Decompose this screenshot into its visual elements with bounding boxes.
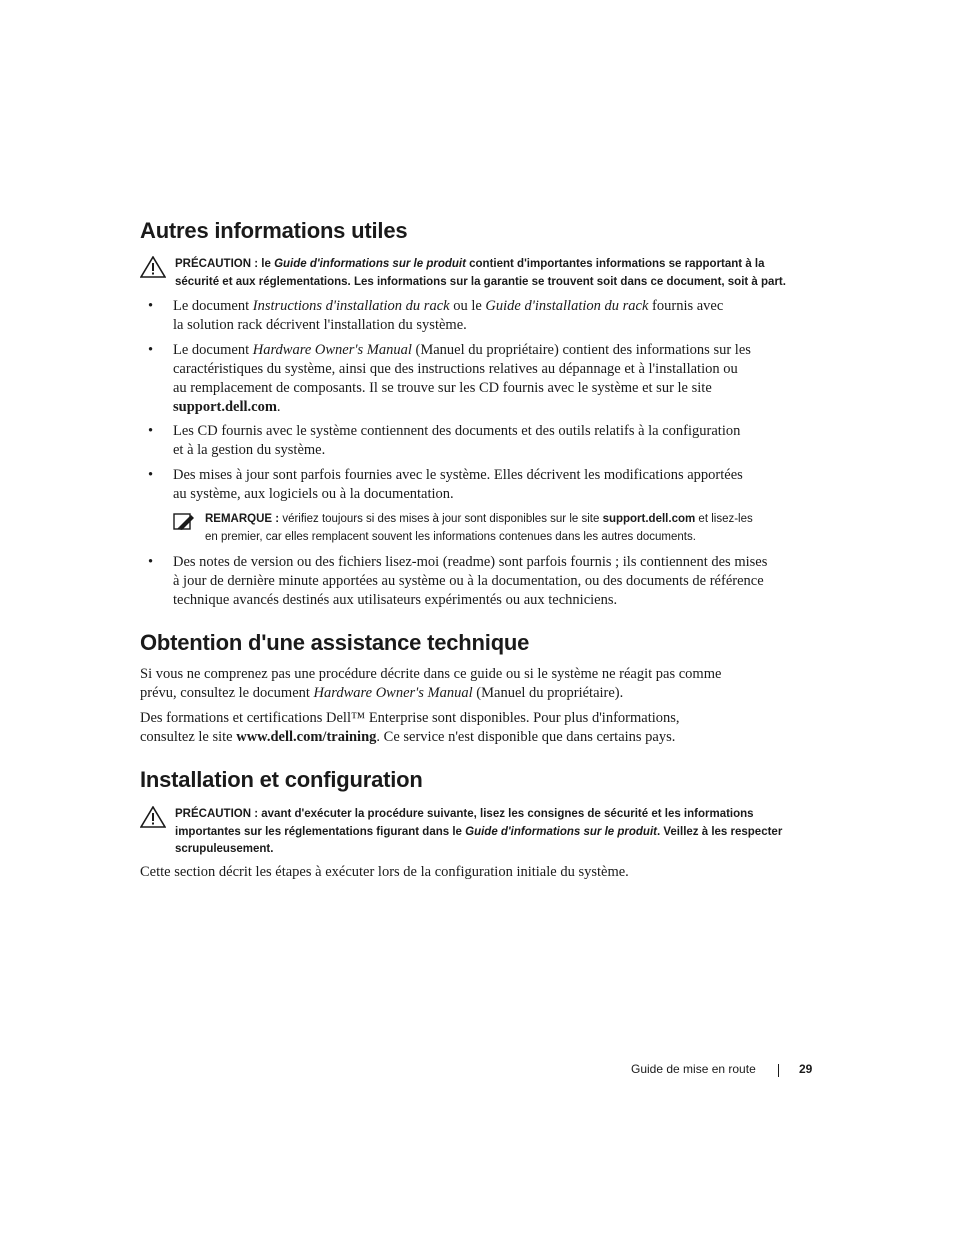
training-link[interactable]: www.dell.com/training	[236, 729, 377, 745]
para-text: consultez le site	[140, 729, 237, 745]
footer-separator	[778, 1064, 779, 1077]
bullet-dot: •	[148, 554, 154, 570]
section-title-installation: Installation et configuration	[140, 767, 423, 792]
caution-line1-rest: contient d'importantes informations se rapportant à la	[469, 258, 765, 270]
bullet-text: (Manuel du propriétaire) contient des informations sur les	[411, 342, 751, 358]
para-line: Si vous ne comprenez pas une procédure décrite dans ce guide ou si le système ne réagit pas comme	[140, 666, 722, 682]
bullet-text: ou le	[449, 298, 486, 314]
para-text: prévu, consultez le document	[140, 685, 314, 701]
caution-doc-title: Guide d'informations sur le produit	[465, 825, 657, 838]
assistance-paragraph-1	[140, 665, 815, 703]
bullet-text-line2: la solution rack décrivent l'installation du système.	[173, 317, 467, 333]
page-number: 29	[799, 1062, 813, 1076]
bullet-dot: •	[148, 423, 154, 439]
note-label: REMARQUE :	[205, 513, 280, 525]
page-footer	[631, 1062, 816, 1082]
bullet-text: Le document	[173, 298, 253, 314]
bullet-text-line2: et à la gestion du système.	[173, 442, 326, 458]
bullet-text-line2: au système, aux logiciels ou à la documentation.	[173, 486, 454, 502]
caution-line3: scrupuleusement.	[175, 843, 274, 855]
section-title-autres-informations: Autres informations utiles	[140, 218, 408, 243]
caution-line2-pre: importantes sur les réglementations figurant dans le	[175, 825, 466, 838]
para-line: Des formations et certifications Dell™ Enterprise sont disponibles. Pour plus d'informations,	[140, 710, 680, 726]
doc-title: Instructions d'installation du rack	[252, 298, 450, 314]
bullet-dot: •	[148, 467, 154, 483]
para-text: . Ce service n'est disponible que dans certains pays.	[376, 729, 676, 745]
bullet-text: Le document	[173, 342, 253, 358]
bullet-text: Des notes de version ou des fichiers lisez-moi (readme) sont parfois fournis ; ils contiennent des mises	[173, 554, 768, 570]
warning-triangle-icon	[140, 806, 166, 835]
bullet-dot: •	[148, 298, 154, 314]
caution-block-1	[140, 256, 815, 296]
bullet-text-line3: technique avancés destinés aux utilisateurs expérimentés ou aux techniciens.	[173, 592, 618, 608]
bullet-text: Des mises à jour sont parfois fournies avec le système. Elles décrivent les modifications apportées	[173, 467, 743, 483]
doc-title: Hardware Owner's Manual	[313, 685, 473, 701]
bullet-text-line2: caractéristiques du système, ainsi que des instructions relatives au dépannage et à l'installation ou	[173, 361, 738, 377]
caution-line2-post: . Veillez à les respecter	[656, 825, 783, 838]
warning-triangle-icon	[140, 256, 166, 285]
bullet-dot: •	[148, 342, 154, 358]
caution-label: PRÉCAUTION :	[175, 808, 259, 820]
para-text: (Manuel du propriétaire).	[472, 685, 624, 701]
bullet-text: .	[276, 399, 281, 415]
note-pre: vérifiez toujours si des mises à jour sont disponibles sur le site	[282, 513, 600, 525]
doc-title: Guide d'installation du rack	[485, 298, 649, 314]
bullet-text-line3: au remplacement de composants. Il se trouve sur les CD fournis avec le système et sur le site	[173, 380, 712, 396]
section-title-assistance-technique: Obtention d'une assistance technique	[140, 630, 530, 655]
bullet-text: Les CD fournis avec le système contiennent des documents et des outils relatifs à la configuration	[173, 423, 741, 439]
caution-doc-title: Guide d'informations sur le produit	[274, 258, 466, 270]
note-support-link[interactable]: support.dell.com	[602, 513, 696, 525]
note-block	[173, 511, 818, 549]
note-post: et lisez-les	[698, 513, 753, 525]
installation-paragraph: Cette section décrit les étapes à exécuter lors de la configuration initiale du système.	[140, 864, 629, 880]
footer-guide-label: Guide de mise en route	[631, 1062, 756, 1076]
caution-pre: le	[261, 258, 271, 270]
caution-line1: avant d'exécuter la procédure suivante, lisez les consignes de sécurité et les informations	[261, 808, 754, 820]
doc-title: Hardware Owner's Manual	[252, 342, 412, 358]
caution-line2: sécurité et aux réglementations. Les informations sur la garantie se trouvent soit dans ce document, soit à part.	[175, 275, 786, 288]
bullet-text: fournis avec	[648, 298, 724, 314]
note-pencil-icon	[173, 513, 195, 538]
bullet-text-line2: à jour de dernière minute apportées au système ou à la documentation, ou des documents de référence	[173, 573, 764, 589]
support-dell-link[interactable]: support.dell.com	[173, 399, 277, 415]
assistance-paragraph-2	[140, 709, 815, 747]
caution-block-2	[140, 806, 815, 861]
caution-label: PRÉCAUTION :	[175, 258, 259, 270]
note-line2: en premier, car elles remplacent souvent les informations contenues dans les autres documents.	[205, 530, 696, 543]
